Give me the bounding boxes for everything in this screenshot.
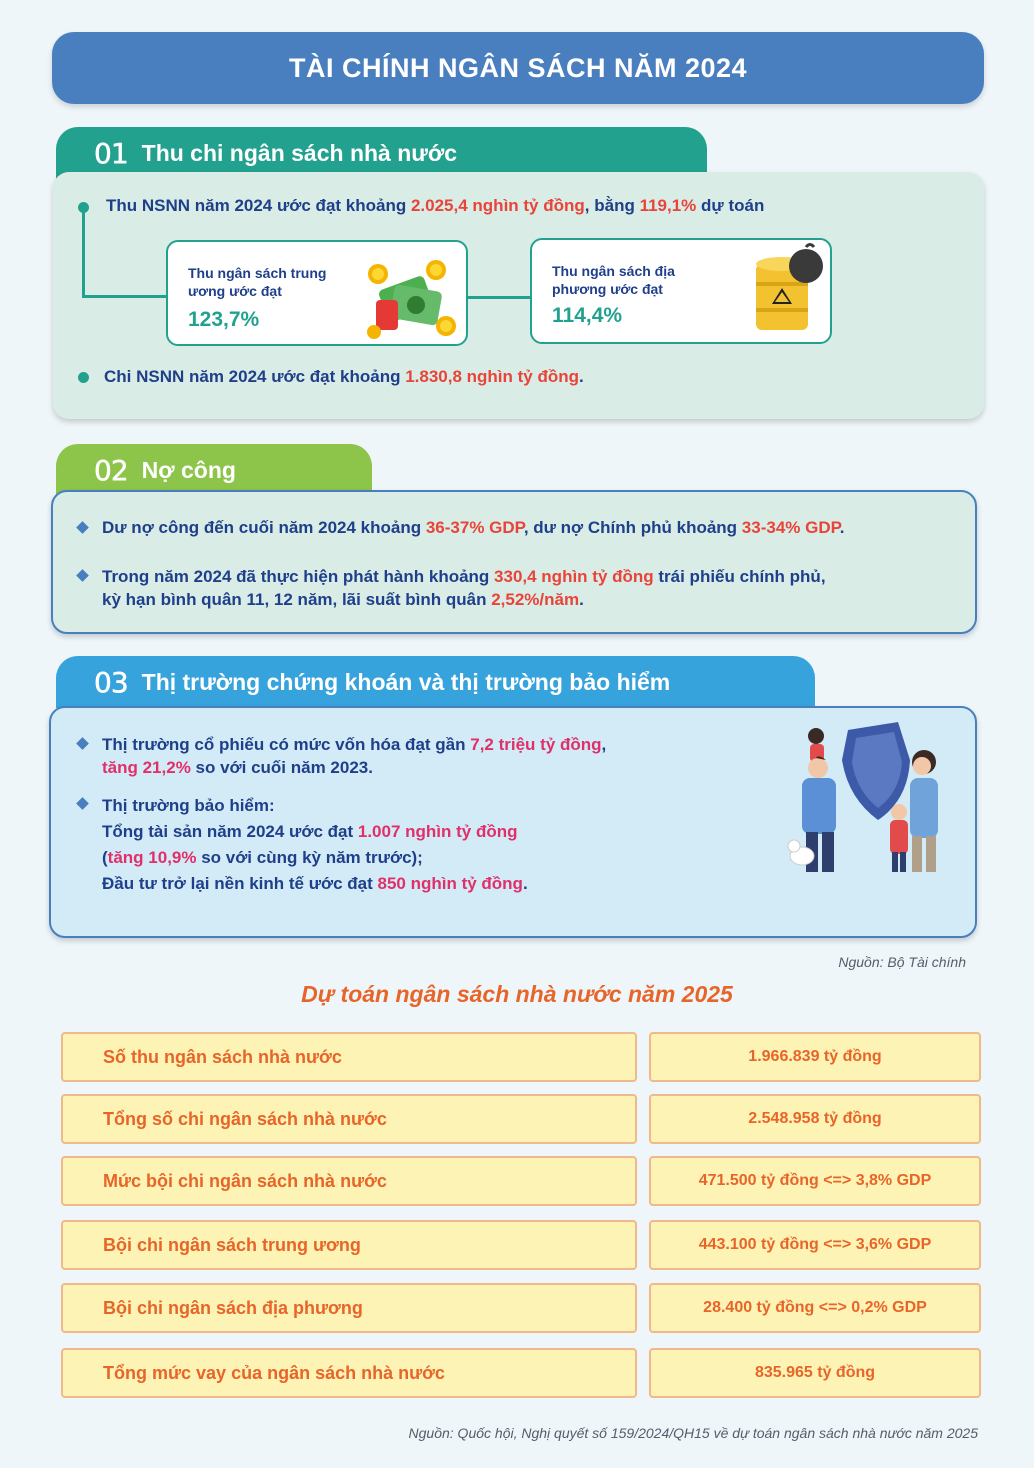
source-note-2: Nguồn: Quốc hội, Nghị quyết số 159/2024/QH15 về dự toán ngân sách nhà nước năm 2025 bbox=[408, 1425, 978, 1441]
central-revenue-value: 123,7% bbox=[188, 308, 260, 331]
family-shield-icon bbox=[786, 720, 956, 880]
connector-line bbox=[468, 296, 530, 299]
bullet-dot bbox=[78, 202, 89, 213]
bullet-dot bbox=[78, 372, 89, 383]
budget-row-value: 471.500 tỷ đồng <=> 3,8% GDP bbox=[649, 1156, 981, 1206]
section3-number: 03 bbox=[94, 665, 128, 699]
budget-row-label: Mức bội chi ngân sách nhà nước bbox=[61, 1156, 637, 1206]
public-debt-item: Dư nợ công đến cuối năm 2024 khoảng 36-37% GDP, dư nợ Chính phủ khoảng 33-34% GDP. bbox=[102, 518, 845, 537]
source-note-1: Nguồn: Bộ Tài chính bbox=[838, 954, 966, 970]
page-title-banner bbox=[52, 32, 984, 104]
central-revenue-label: Thu ngân sách trung ương ước đạt bbox=[188, 265, 327, 299]
local-revenue-label: Thu ngân sách địa phương ước đạt bbox=[552, 263, 675, 297]
budget-row-value: 443.100 tỷ đồng <=> 3,6% GDP bbox=[649, 1220, 981, 1270]
section1-line1: Thu NSNN năm 2024 ước đạt khoảng 2.025,4 nghìn tỷ đồng, bằng 119,1% dự toán bbox=[106, 196, 765, 215]
budget-row-label: Tổng số chi ngân sách nhà nước bbox=[61, 1094, 637, 1144]
section1-heading: Thu chi ngân sách nhà nước bbox=[141, 139, 458, 166]
local-revenue-card bbox=[530, 238, 832, 344]
oil-barrel-icon bbox=[750, 242, 830, 334]
budget-row-value: 1.966.839 tỷ đồng bbox=[649, 1032, 981, 1082]
section2-heading: Nợ công bbox=[141, 456, 236, 483]
budget-title: Dự toán ngân sách nhà nước năm 2025 bbox=[301, 981, 733, 1007]
section3-tab bbox=[56, 656, 815, 708]
section2-tab bbox=[56, 444, 372, 496]
bond-issuance-item: Trong năm 2024 đã thực hiện phát hành khoảng 330,4 nghìn tỷ đồng trái phiếu chính phủ, kỳ hạn bình quân 11, 12 năm, lãi suất bình quân 2,52%/năm. bbox=[102, 567, 826, 609]
budget-row-value: 835.965 tỷ đồng bbox=[649, 1348, 981, 1398]
budget-row-label: Bội chi ngân sách địa phương bbox=[61, 1283, 637, 1333]
insurance-market-item: Thị trường bảo hiểm: Tổng tài sản năm 2024 ước đạt 1.007 nghìn tỷ đồng (tăng 10,9% so với cùng kỳ năm trước); Đầu tư trở lại nền kinh tế ước đạt 850 nghìn tỷ đồng. bbox=[102, 796, 528, 893]
stock-market-item: Thị trường cổ phiếu có mức vốn hóa đạt gần 7,2 triệu tỷ đồng, tăng 21,2% so với cuối năm 2023. bbox=[102, 735, 607, 777]
connector-line bbox=[82, 208, 168, 298]
budget-row-label: Số thu ngân sách nhà nước bbox=[61, 1032, 637, 1082]
section1-number: 01 bbox=[94, 136, 128, 170]
budget-row-value: 28.400 tỷ đồng <=> 0,2% GDP bbox=[649, 1283, 981, 1333]
section2-number: 02 bbox=[94, 453, 128, 487]
budget-row-label: Tổng mức vay của ngân sách nhà nước bbox=[61, 1348, 637, 1398]
budget-row-label: Bội chi ngân sách trung ương bbox=[61, 1220, 637, 1270]
central-revenue-card bbox=[166, 240, 468, 346]
page-title: TÀI CHÍNH NGÂN SÁCH NĂM 2024 bbox=[288, 52, 748, 83]
money-coins-icon bbox=[364, 258, 460, 340]
local-revenue-value: 114,4% bbox=[552, 304, 623, 327]
section3-heading: Thị trường chứng khoán và thị trường bảo hiểm bbox=[141, 668, 671, 695]
budget-row-value: 2.548.958 tỷ đồng bbox=[649, 1094, 981, 1144]
section2-panel bbox=[51, 490, 977, 634]
section1-line2: Chi NSNN năm 2024 ước đạt khoảng 1.830,8 nghìn tỷ đồng. bbox=[104, 367, 584, 386]
